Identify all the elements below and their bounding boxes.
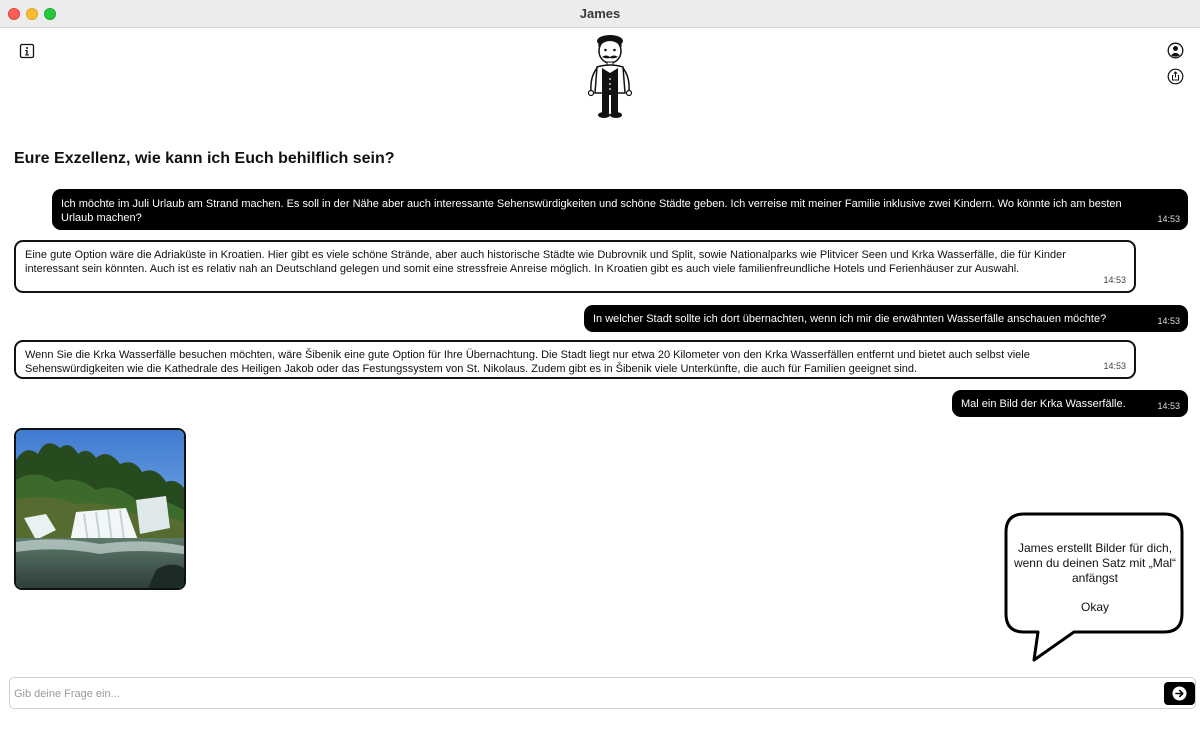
message-timestamp: 14:53 [1157, 401, 1180, 411]
send-button[interactable] [1164, 682, 1195, 705]
speech-bubble-tooltip [1004, 512, 1184, 662]
arrow-right-circle-icon [1172, 686, 1187, 701]
assistant-message [14, 340, 1136, 379]
butler-mascot-icon [580, 33, 640, 119]
message-text: Wenn Sie die Krka Wasserfälle besuchen möchten, wäre Šibenik eine gute Option für Ihre Übernachtung. Die Stadt liegt nur etwa 20 Kilometer von den Krka Wasserfällen entfernt und bietet auch selbst viele Sehenswürdigkeiten wie die Kathedrale des Heiligen Jakob oder das Festungssystem von St. Nikolaus. Zudem gibt es in Šibenik viele Unterkünfte, die auch für Familien geeignet sind. [25, 349, 1030, 375]
message-timestamp: 14:53 [1103, 361, 1126, 371]
message-timestamp: 14:53 [1157, 316, 1180, 326]
okay-button[interactable]: Okay [1010, 600, 1180, 614]
assistant-message [14, 240, 1136, 293]
message-text: Mal ein Bild der Krka Wasserfälle. [961, 398, 1126, 410]
message-text: In welcher Stadt sollte ich dort übernachten, wenn ich mir die erwähnten Wasserfälle anschauen möchte? [593, 313, 1107, 325]
share-button[interactable] [1166, 67, 1184, 85]
tooltip-text: James erstellt Bilder für dich, wenn du deinen Satz mit „Mal“ anfängst [1013, 541, 1177, 585]
question-input-bar [9, 677, 1196, 709]
profile-button[interactable] [1166, 41, 1184, 59]
title-bar [0, 0, 1200, 28]
generated-waterfall-image[interactable] [14, 428, 186, 590]
person-circle-icon [1167, 42, 1184, 59]
message-timestamp: 14:53 [1103, 275, 1126, 285]
user-message [952, 390, 1188, 417]
info-icon [19, 43, 35, 59]
question-input[interactable] [14, 684, 1154, 704]
message-text: Ich möchte im Juli Urlaub am Strand machen. Es soll in der Nähe aber auch interessante Sehenswürdigkeiten und schöne Städte geben. Ich verreise mit meiner Familie inklusive zwei Kindern. Wo könnte ich am besten Urlaub machen? [61, 198, 1122, 224]
user-message [52, 189, 1188, 230]
share-icon [1167, 68, 1184, 85]
greeting-heading: Eure Exzellenz, wie kann ich Euch behilflich sein? [14, 150, 395, 167]
message-text: Eine gute Option wäre die Adriaküste in Kroatien. Hier gibt es viele schöne Strände, aber auch historische Städte wie Dubrovnik und Split, sowie Nationalparks wie Plitvicer Seen und Krka Wasserfälle, die für Kinder interessant sein könnten. Auch ist es relativ nah an Deutschland gelegen und somit eine stressfreie Anreise möglich. In Kroatien gibt es auch viele familienfreundliche Hotels und Ferienhäuser zur Auswahl. [25, 249, 1066, 275]
window-title: James [579, 6, 621, 21]
waterfall-image [16, 430, 184, 588]
message-timestamp: 14:53 [1157, 214, 1180, 224]
user-message [584, 305, 1188, 332]
info-button[interactable] [18, 42, 36, 60]
